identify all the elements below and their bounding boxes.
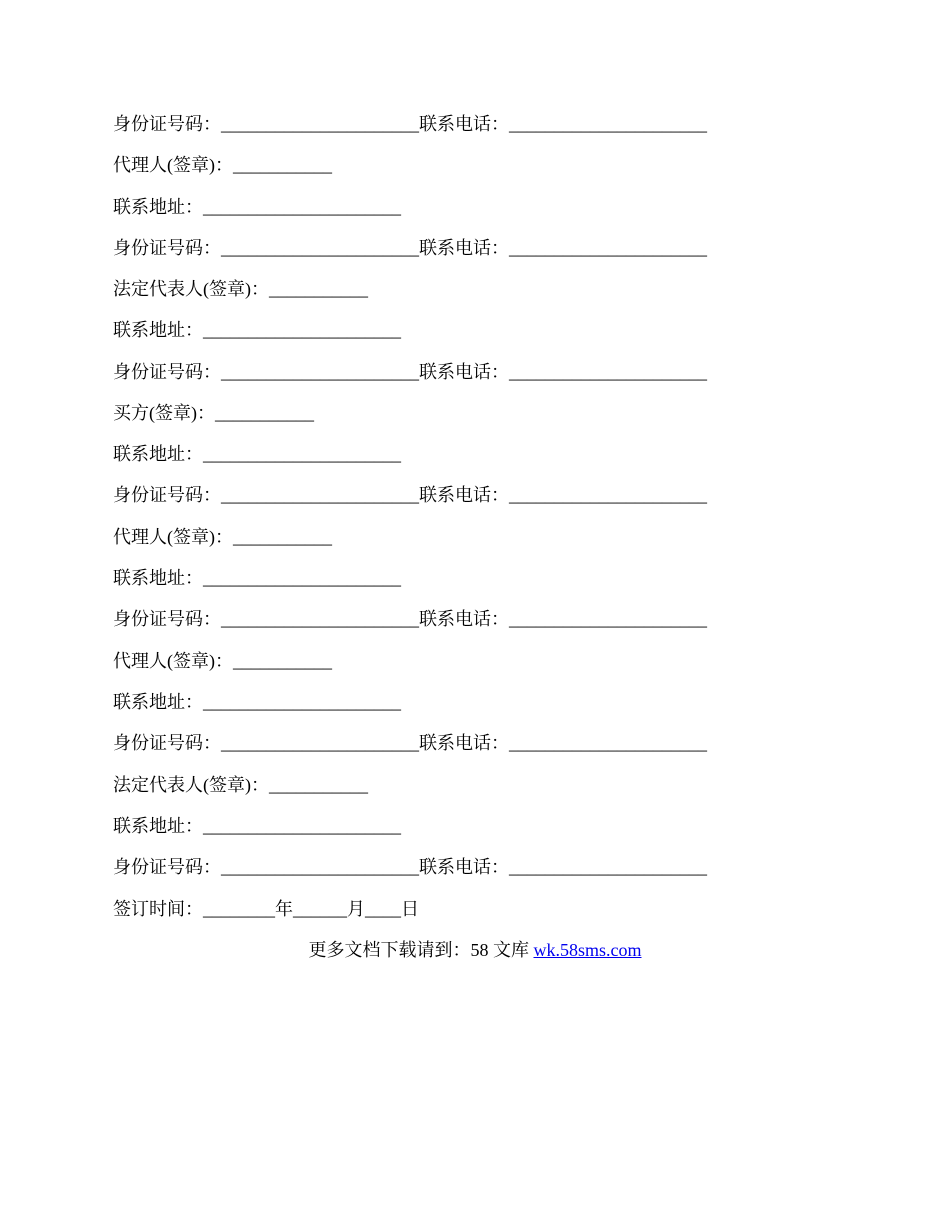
id-phone-line: 身份证号码：______________________联系电话：______________________	[113, 485, 707, 505]
address-line: 联系地址：______________________	[113, 816, 401, 836]
id-phone-line: 身份证号码：______________________联系电话：______________________	[113, 857, 707, 877]
signing-date-line: 签订时间：________年______月____日	[113, 899, 419, 919]
agent-signature-line: 代理人(签章)：___________	[113, 155, 332, 175]
id-phone-line: 身份证号码：______________________联系电话：______________________	[113, 362, 707, 382]
address-line: 联系地址：______________________	[113, 197, 401, 217]
footer	[0, 938, 950, 962]
address-line: 联系地址：______________________	[113, 692, 401, 712]
buyer-signature-line: 买方(签章)：___________	[113, 403, 314, 423]
agent-signature-line: 代理人(签章)：___________	[113, 527, 332, 547]
id-phone-line: 身份证号码：______________________联系电话：______________________	[113, 238, 707, 258]
footer-link[interactable]: wk.58sms.com	[533, 940, 642, 960]
address-line: 联系地址：______________________	[113, 320, 401, 340]
address-line: 联系地址：______________________	[113, 568, 401, 588]
agent-signature-line: 代理人(签章)：___________	[113, 651, 332, 671]
legal-rep-signature-line: 法定代表人(签章)：___________	[113, 775, 368, 795]
address-line: 联系地址：______________________	[113, 444, 401, 464]
id-phone-line: 身份证号码：______________________联系电话：______________________	[113, 114, 707, 134]
id-phone-line: 身份证号码：______________________联系电话：______________________	[113, 609, 707, 629]
footer-text: 更多文档下载请到：58 文库	[308, 940, 534, 960]
legal-rep-signature-line: 法定代表人(签章)：___________	[113, 279, 368, 299]
id-phone-line: 身份证号码：______________________联系电话：______________________	[113, 733, 707, 753]
